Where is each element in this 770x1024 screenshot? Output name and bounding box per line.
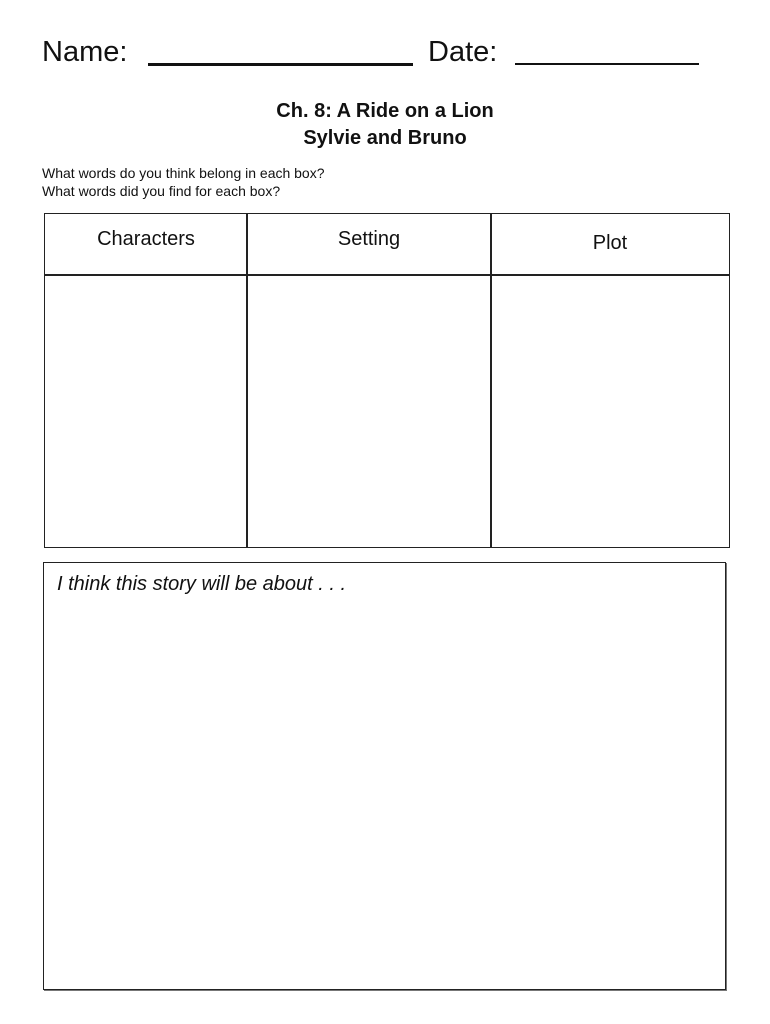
characters-cell[interactable] [45, 276, 246, 547]
date-label: Date: [428, 36, 498, 68]
column-header-label: Plot [592, 232, 628, 254]
prediction-box [43, 562, 726, 990]
name-label: Name: [42, 36, 128, 68]
instructions [42, 164, 325, 200]
prediction-prompt: I think this story will be about . . . [57, 573, 347, 595]
instruction-line: What words did you find for each box? [42, 183, 281, 199]
story-elements-table [44, 213, 730, 548]
column-header-label: Setting [337, 228, 401, 250]
name-field[interactable] [148, 63, 413, 66]
column-header-plot [491, 214, 729, 274]
plot-cell[interactable] [492, 276, 729, 547]
date-field[interactable] [515, 63, 699, 65]
instruction-line: What words do you think belong in each box? [42, 165, 325, 181]
worksheet-title [0, 98, 770, 152]
column-header-label: Characters [97, 228, 195, 250]
column-header-characters [45, 214, 247, 274]
prediction-writing-area[interactable] [44, 603, 725, 989]
book-title: Sylvie and Bruno [303, 127, 467, 149]
setting-cell[interactable] [248, 276, 490, 547]
column-header-setting [247, 214, 491, 274]
chapter-title: Ch. 8: A Ride on a Lion [276, 100, 494, 122]
